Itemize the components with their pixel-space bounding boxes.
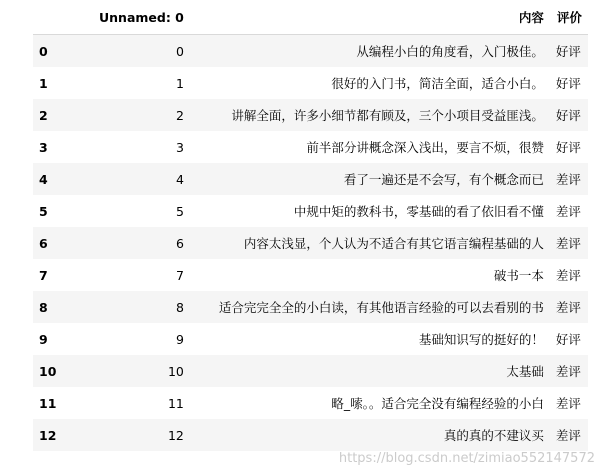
cell-rating: 差评 <box>555 300 581 315</box>
row-index: 4 <box>39 171 48 187</box>
cell-rating: 差评 <box>555 396 581 411</box>
header-rating: 评价 <box>550 0 588 35</box>
cell-rating: 好评 <box>555 108 581 123</box>
cell-rating: 差评 <box>555 204 581 219</box>
row-index: 0 <box>39 43 48 59</box>
cell-content: 适合完完全全的小白读，有其他语言经验的可以去看别的书 <box>218 300 544 315</box>
cell-unnamed: 7 <box>175 267 184 283</box>
table-row <box>33 291 588 323</box>
cell-unnamed: 2 <box>175 107 184 123</box>
cell-unnamed: 3 <box>175 139 184 155</box>
table-row <box>33 227 588 259</box>
cell-rating: 好评 <box>555 44 581 59</box>
table-row <box>33 67 588 99</box>
header-unnamed: Unnamed: 0 <box>93 0 190 35</box>
row-index: 3 <box>39 139 48 155</box>
cell-content: 前半部分讲概念深入浅出，要言不烦，很赞 <box>306 140 544 155</box>
cell-unnamed: 10 <box>167 363 184 379</box>
table-row <box>33 259 588 291</box>
cell-rating: 差评 <box>555 236 581 251</box>
header-content: 内容 <box>190 0 550 35</box>
row-index: 12 <box>39 427 57 443</box>
row-index: 9 <box>39 331 48 347</box>
cell-unnamed: 5 <box>175 203 184 219</box>
cell-rating: 差评 <box>555 268 581 283</box>
cell-unnamed: 11 <box>167 395 184 411</box>
cell-rating: 好评 <box>555 332 581 347</box>
row-index: 2 <box>39 107 48 123</box>
table-row <box>33 387 588 419</box>
cell-rating: 好评 <box>555 76 581 91</box>
row-index: 5 <box>39 203 48 219</box>
cell-rating: 差评 <box>555 428 581 443</box>
cell-content: 讲解全面，许多小细节都有顾及，三个小项目受益匪浅。 <box>231 108 544 123</box>
row-index: 10 <box>39 363 57 379</box>
cell-unnamed: 6 <box>175 235 184 251</box>
table-row <box>33 355 588 387</box>
table-row <box>33 163 588 195</box>
table-row <box>33 419 588 451</box>
row-index: 8 <box>39 299 48 315</box>
row-index: 11 <box>39 395 57 411</box>
row-index: 7 <box>39 267 48 283</box>
cell-content: 略_嗦。。适合完全没有编程经验的小白 <box>331 396 544 411</box>
cell-unnamed: 9 <box>175 331 184 347</box>
cell-unnamed: 4 <box>175 171 184 187</box>
cell-content: 内容太浅显，个人认为不适合有其它语言编程基础的人 <box>243 236 544 251</box>
header-index <box>33 0 93 35</box>
table-body <box>33 35 588 452</box>
table-row <box>33 35 588 68</box>
cell-rating: 差评 <box>555 172 581 187</box>
table-row <box>33 131 588 163</box>
cell-content: 破书一本 <box>493 268 544 283</box>
cell-content: 看了一遍还是不会写，有个概念而已 <box>343 172 544 187</box>
cell-unnamed: 0 <box>175 43 184 59</box>
row-index: 1 <box>39 75 48 91</box>
cell-content: 很好的入门书，简洁全面，适合小白。 <box>331 76 544 91</box>
table-header <box>33 0 588 35</box>
cell-rating: 差评 <box>555 364 581 379</box>
cell-unnamed: 8 <box>175 299 184 315</box>
cell-unnamed: 12 <box>167 427 184 443</box>
cell-content: 基础知识写的挺好的！ <box>418 332 544 347</box>
cell-rating: 好评 <box>555 140 581 155</box>
cell-content: 真的真的不建议买 <box>443 428 544 443</box>
table-row <box>33 195 588 227</box>
cell-content: 中规中矩的教科书，零基础的看了依旧看不懂 <box>293 204 544 219</box>
watermark: https://blog.csdn.net/zimiao552147572 <box>338 451 595 466</box>
cell-unnamed: 1 <box>175 75 184 91</box>
dataframe-table <box>33 0 588 451</box>
cell-content: 从编程小白的角度看，入门极佳。 <box>356 44 544 59</box>
table-row <box>33 323 588 355</box>
header-row <box>33 0 588 35</box>
table-row <box>33 99 588 131</box>
row-index: 6 <box>39 235 48 251</box>
cell-content: 太基础 <box>506 364 544 379</box>
